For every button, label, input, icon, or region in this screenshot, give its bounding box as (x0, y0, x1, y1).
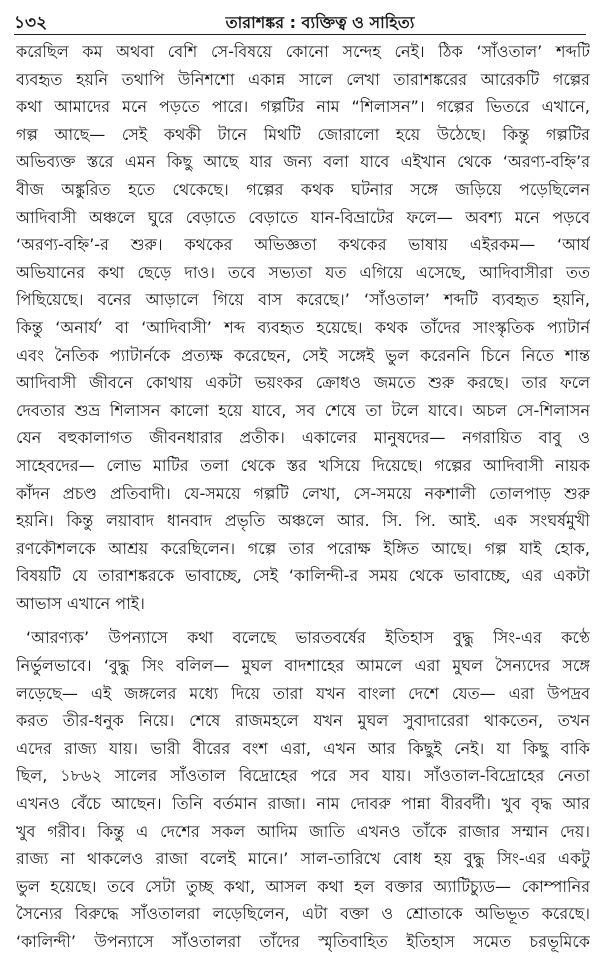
text-line: এবং নৈতিক প্যাটার্নকে প্রত্যক্ষ করেছেন, সেই সঙ্গেই ভুল করেননি চিনে নিতে শান্ত (16, 345, 590, 365)
paragraph-gap (16, 617, 590, 624)
text-line: ‘অরণ্য-বহ্নি’-র শুরু। কথকের অভিজ্ঞতা কথকের ভাষায় এইরকম— ‘আর্য (16, 235, 590, 255)
text-line: রাজ্য না থাকলেও রাজা বলেই মানে।’ সাল-তারিখে বোধ হয় বুদ্ধু সিং-এর একটু (16, 849, 590, 869)
text-line: সৈন্যের বিরুদ্ধে সাঁওতালরা লড়েছিলেন, এটা বক্তা ও শ্রোতাকে অভিভূত করেছে। (16, 904, 590, 924)
text-line: হয়নি। কিন্তু লয়াবাদ ধানবাদ প্রভৃতি অঞ্চলে আর. সি. পি. আই. এক সংঘর্ষমুখী (16, 511, 590, 531)
text-line: বীজ অঙ্কুরিত হতে থেকেছে। গল্পের কথক ঘটনার সঙ্গে জড়িয়ে পড়েছিলেন (16, 179, 590, 199)
text-line: খুব গরীব। কিন্তু এ দেশের সকল আদিম জাতি এখনও তাঁকে রাজার সম্মান দেয়। (16, 821, 590, 841)
text-line: পিছিয়েছে। বনের আড়ালে গিয়ে বাস করেছে।’ ‘সাঁওতাল’ শব্দটি ব্যবহৃত হয়নি, (16, 290, 590, 310)
text-line: এদের রাজ্য যায়। ভারী বীরের বংশ এরা, এখন আর কিছুই নেই। যা কিছু বাকি (16, 738, 590, 758)
body-text (16, 38, 590, 956)
text-line: কাঁদন প্রচণ্ড প্রতিবাদী। যে-সময়ে গল্পটি লেখা, সে-সময়ে নকশালী তোলপাড় শুরু (16, 483, 590, 503)
page-number: ১৩২ (14, 13, 48, 33)
text-line: কথা আমাদের মনে পড়তে পারে। গল্পটির নাম “শিলাসন”। গল্পের ভিতরে এখানে, (16, 97, 590, 117)
paragraph-1 (16, 38, 590, 617)
text-line: বিষয়টি যে তারাশঙ্করকে ভাবাচ্ছে, সেই ‘কালিন্দী-র সময় থেকে ভাবাচ্ছে, এর একটা (16, 566, 590, 586)
text-line: ‘কালিন্দী’ উপন্যাসে সাঁওতালরা তাঁদের স্মৃতিবাহিত ইতিহাস সমেত চরভূমিকে (16, 932, 590, 951)
text-line: দেবতার শুভ্র শিলাসন কালো হয়ে যাবে, সব শেষে তা টলে যাবে। অচল সে-শিলাসন (16, 400, 590, 420)
text-line: করেছিল কম অথবা বেশি সে-বিষয়ে কোনো সন্দেহ নেই। ঠিক ‘সাঁওতাল’ শব্দটি (16, 42, 590, 61)
text-line: ছিল, ১৮৬২ সালের সাঁওতাল বিদ্রোহের পরে সব যায়। সাঁওতাল-বিদ্রোহের নেতা (16, 766, 590, 786)
page-header (14, 6, 586, 35)
text-line: আদিবাসী জীবনে কোথায় একটা ভয়ংকর ক্রোধও জমতে শুরু করছে। তার ফলে (16, 373, 590, 393)
text-line: লড়েছে— এই জঙ্গলের মধ্যে দিয়ে তারা যখন বাংলা দেশে যেত— এরা উপদ্রব (16, 683, 590, 703)
text-line: ব্যবহৃত হয়নি তথাপি উনিশশো একান্ন সালে লেখা তারাশঙ্করের আরেকটি গল্পের (16, 69, 590, 89)
text-line: অভিব্যক্ত স্তরে এমন কিছু আছে যার জন্য বলা যাবে এইখান থেকে ‘অরণ্য-বহ্নি’র (16, 152, 590, 172)
text-line: এখনও বেঁচে আছেন। তিনি বর্তমান রাজা। নাম দোবরু পান্না বীরবর্দী। খুব বৃদ্ধ আর (16, 794, 590, 814)
text-line: আদিবাসী অঞ্চলে ঘুরে বেড়াতে বেড়াতে যান-বিভ্রাটের ফলে— অবশ্য মনে পড়বে (16, 207, 590, 227)
text-line: ভুল হয়েছে। তবে সেটা তুচ্ছ কথা, আসল কথা হল বক্তার অ্যাটিচ্যুড— কোম্পানির (16, 876, 590, 896)
text-line: করত তীর-ধনুক নিয়ে। শেষে রাজমহলে যখন মুঘল সুবাদারেরা থাকতেন, তখন (16, 711, 590, 731)
running-title: তারাশঙ্কর : ব্যক্তিত্ব ও সাহিত্য (225, 13, 415, 32)
text-line: গল্প আছে— সেই কথকী টানে মিথটি জোরালো হয়ে উঠেছে। কিন্তু গল্পটির (16, 124, 590, 144)
text-line: সাহেবদের— লোভ মাটির তলা থেকে স্তর খসিয়ে দিয়েছে। গল্পের আদিবাসী নায়ক (16, 455, 590, 475)
text-line: অভিযানের কথা ছেড়ে দাও। তবে সভ্যতা যত এগিয়ে এসেছে, আদিবাসীরা তত (16, 262, 590, 282)
paragraph-2 (16, 624, 590, 955)
text-line: নির্ভুলভাবে। ‘বুদ্ধু সিং বলিল— মুঘল বাদশাহের আমলে এরা মুঘল সৈন্যদের সঙ্গে (16, 656, 590, 676)
text-line: যেন বহুকালাগত জীবনধারার প্রতীক। একালের মানুষদের— নগরায়িত বাবু ও (16, 428, 590, 448)
text-line: রণকৌশলকে আশ্রয় করেছিলেন। গল্পে তার পরোক্ষ ইঙ্গিত আছে। গল্প যাই হোক, (16, 538, 590, 558)
text-line: ‘আরণ্যক’ উপন্যাসে কথা বলেছে ভারতবর্ষের ইতিহাস বুদ্ধু সিং-এর কণ্ঠে (26, 628, 590, 648)
text-line: কিন্তু ‘অনার্য’ বা ‘আদিবাসী’ শব্দ ব্যবহৃত হয়েছে। কথক তাঁদের সাংস্কৃতিক প্যাটার্ন (16, 317, 590, 337)
text-line: আভাস এখানে পাই। (16, 593, 145, 613)
